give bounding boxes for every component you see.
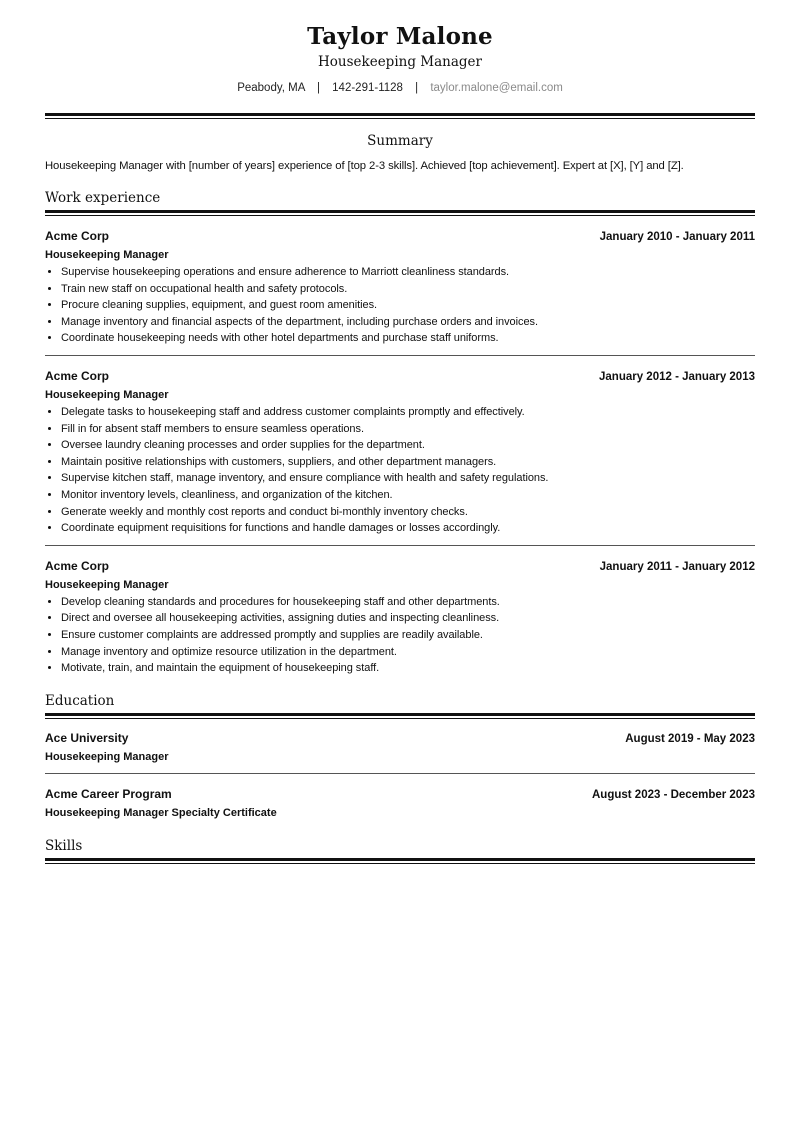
education-school: Acme Career Program xyxy=(45,786,172,801)
job-role: Housekeeping Manager xyxy=(45,578,169,591)
education-entry xyxy=(45,775,755,822)
resume-page xyxy=(45,0,755,864)
contact-email-link[interactable]: taylor.malone@email.com xyxy=(430,82,563,94)
list-item: • Monitor inventory levels, cleanliness, and organization of the kitchen. xyxy=(61,487,755,504)
contact-phone: 142-291-1128 xyxy=(332,82,403,94)
job-company: Acme Corp xyxy=(45,368,110,383)
list-item: • Delegate tasks to housekeeping staff and address customer complaints promptly and effectively. xyxy=(61,404,755,421)
job-role: Housekeeping Manager xyxy=(45,249,169,261)
entry-divider xyxy=(45,773,755,774)
list-item: • Manage inventory and optimize resource utilization in the department. xyxy=(61,644,755,661)
list-item: • Oversee laundry cleaning processes and order supplies for the department. xyxy=(61,437,755,454)
list-item: • Ensure customer complaints are addressed promptly and supplies are readily available. xyxy=(61,627,755,644)
job-bullets xyxy=(45,594,755,677)
list-item: • Fill in for absent staff members to ensure seamless operations. xyxy=(61,421,755,438)
education-heading: Education xyxy=(45,692,115,709)
job-entry xyxy=(45,216,755,356)
contact-separator: | xyxy=(415,82,419,94)
job-dates: January 2010 - January 2011 xyxy=(599,231,755,243)
header-divider xyxy=(45,113,755,119)
list-item: • Maintain positive relationships with customers, suppliers, and other department managers. xyxy=(61,454,755,471)
job-bullets xyxy=(45,404,755,537)
job-entry xyxy=(45,546,755,677)
education-dates: August 2019 - May 2023 xyxy=(625,732,755,745)
list-item: • Motivate, train, and maintain the equipment of housekeeping staff. xyxy=(61,660,755,677)
list-item: • Coordinate equipment requisitions for functions and handle damages or losses accordingly. xyxy=(61,520,755,537)
contact-location: Peabody, MA xyxy=(237,82,305,94)
list-item: • Train new staff on occupational health and safety protocols. xyxy=(61,281,755,298)
education-entry xyxy=(45,719,755,775)
job-dates: January 2011 - January 2012 xyxy=(599,560,755,573)
contact-line xyxy=(45,80,755,96)
education-school: Ace University xyxy=(45,730,129,745)
section-divider xyxy=(45,858,755,864)
work-experience-heading: Work experience xyxy=(45,190,161,206)
list-item: • Supervise housekeeping operations and ensure adherence to Marriott cleanliness standards. xyxy=(61,264,755,281)
list-item: • Manage inventory and financial aspects of the department, including purchase orders and invoices. xyxy=(61,314,755,331)
list-item: • Develop cleaning standards and procedures for housekeeping staff and other departments. xyxy=(61,594,755,611)
summary-text: Housekeeping Manager with [number of years] experience of [top 2-3 skills]. Achieved [top achievement]. Expert at [X], [Y] and [Z]. xyxy=(45,160,684,172)
contact-separator: | xyxy=(316,82,320,94)
job-company: Acme Corp xyxy=(45,558,110,573)
list-item: • Direct and oversee all housekeeping activities, assigning duties and inspecting cleanliness. xyxy=(61,610,755,627)
summary-heading: Summary xyxy=(367,133,433,149)
list-item: • Coordinate housekeeping needs with other hotel departments and purchase staff uniforms. xyxy=(61,330,755,347)
job-role: Housekeeping Manager xyxy=(45,388,169,401)
education-dates: August 2023 - December 2023 xyxy=(592,788,755,801)
candidate-title: Housekeeping Manager xyxy=(318,54,482,70)
skills-heading: Skills xyxy=(45,837,83,854)
education-degree: Housekeeping Manager xyxy=(45,750,169,763)
list-item: • Procure cleaning supplies, equipment, and guest room amenities. xyxy=(61,297,755,314)
list-item: • Generate weekly and monthly cost reports and conduct bi-monthly inventory checks. xyxy=(61,504,755,521)
list-item: • Supervise kitchen staff, manage inventory, and ensure compliance with health and safety regulations. xyxy=(61,470,755,487)
job-company: Acme Corp xyxy=(45,229,110,243)
job-dates: January 2012 - January 2013 xyxy=(599,370,755,383)
job-bullets xyxy=(45,264,755,347)
job-entry xyxy=(45,356,755,546)
candidate-name: Taylor Malone xyxy=(307,23,493,50)
education-degree: Housekeeping Manager Specialty Certificate xyxy=(45,806,277,819)
